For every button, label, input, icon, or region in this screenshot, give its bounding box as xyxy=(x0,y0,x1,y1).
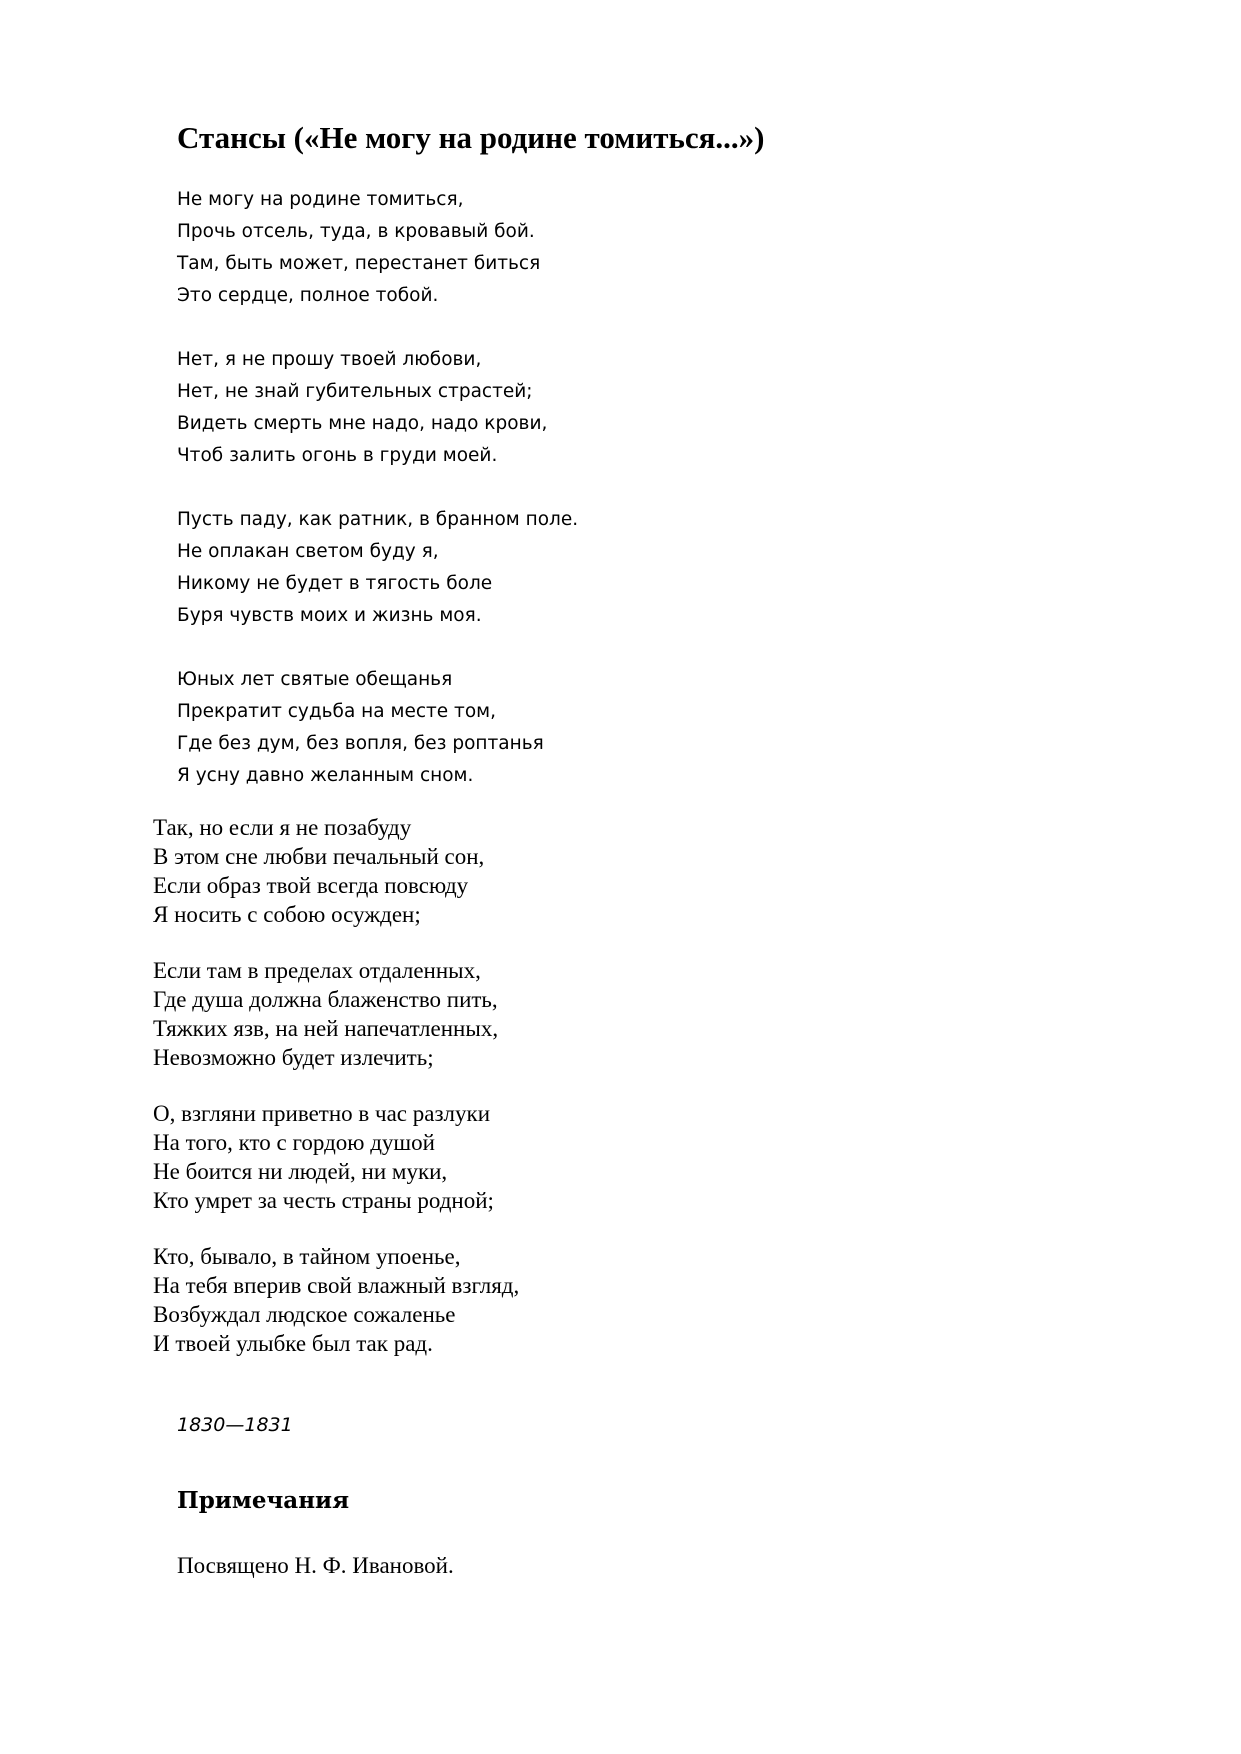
poem-line: Нет, не знай губительных страстей; xyxy=(177,381,533,402)
stanza-2 xyxy=(177,344,547,472)
poem-line: Так, но если я не позабуду xyxy=(153,815,412,840)
poem-line: Чтоб залить огонь в груди моей. xyxy=(177,445,498,466)
notes-text: Посвящено Н. Ф. Ивановой. xyxy=(177,1553,454,1578)
poem-line: Не оплакан светом буду я, xyxy=(177,541,439,562)
poem-line: Возбуждал людское сожаленье xyxy=(153,1302,456,1327)
poem-line: Это сердце, полное тобой. xyxy=(177,285,439,306)
poem-line: Пусть паду, как ратник, в бранном поле. xyxy=(177,509,579,530)
poem-line: Кто, бывало, в тайном упоенье, xyxy=(153,1244,461,1269)
poem-line: Прекратит судьба на месте том, xyxy=(177,701,496,722)
poem-line: Юных лет святые обещанья xyxy=(177,669,453,690)
stanza-6 xyxy=(153,956,498,1072)
poem-line: И твоей улыбке был так рад. xyxy=(153,1331,433,1356)
stanza-5 xyxy=(153,813,484,929)
stanza-8 xyxy=(153,1242,519,1358)
poem-line: Кто умрет за честь страны родной; xyxy=(153,1188,494,1213)
poem-line: Видеть смерть мне надо, надо крови, xyxy=(177,413,548,434)
notes-heading: Примечания xyxy=(177,1487,350,1514)
poem-line: Там, быть может, перестанет биться xyxy=(177,253,541,274)
poem-line: Прочь отсель, туда, в кровавый бой. xyxy=(177,221,535,242)
stanza-4 xyxy=(177,664,544,792)
poem-line: Тяжких язв, на ней напечатленных, xyxy=(153,1016,499,1041)
stanza-3 xyxy=(177,504,578,632)
poem-date: 1830—1831 xyxy=(177,1414,293,1436)
poem-line: Не могу на родине томиться, xyxy=(177,189,464,210)
poem-line: Буря чувств моих и жизнь моя. xyxy=(177,605,482,626)
poem-line: О, взгляни приветно в час разлуки xyxy=(153,1101,491,1126)
poem-line: Где без дум, без вопля, без роптанья xyxy=(177,733,544,754)
poem-line: Если образ твой всегда повсюду xyxy=(153,873,469,898)
poem-line: На того, кто с гордою душой xyxy=(153,1130,435,1155)
poem-line: Где душа должна блаженство пить, xyxy=(153,987,498,1012)
page-title: Стансы («Не могу на родине томиться...») xyxy=(177,120,765,155)
poem-line: Я усну давно желанным сном. xyxy=(177,765,474,786)
poem-line: Нет, я не прошу твоей любови, xyxy=(177,349,482,370)
stanza-1 xyxy=(177,184,540,312)
poem-line: Если там в пределах отдаленных, xyxy=(153,958,481,983)
poem-line: Я носить с собою осужден; xyxy=(153,902,421,927)
poem-line: Невозможно будет излечить; xyxy=(153,1045,434,1070)
poem-line: Никому не будет в тягость боле xyxy=(177,573,493,594)
poem-line: На тебя вперив свой влажный взгляд, xyxy=(153,1273,520,1298)
stanza-7 xyxy=(153,1099,494,1215)
poem-line: Не боится ни людей, ни муки, xyxy=(153,1159,448,1184)
poem-line: В этом сне любви печальный сон, xyxy=(153,844,485,869)
